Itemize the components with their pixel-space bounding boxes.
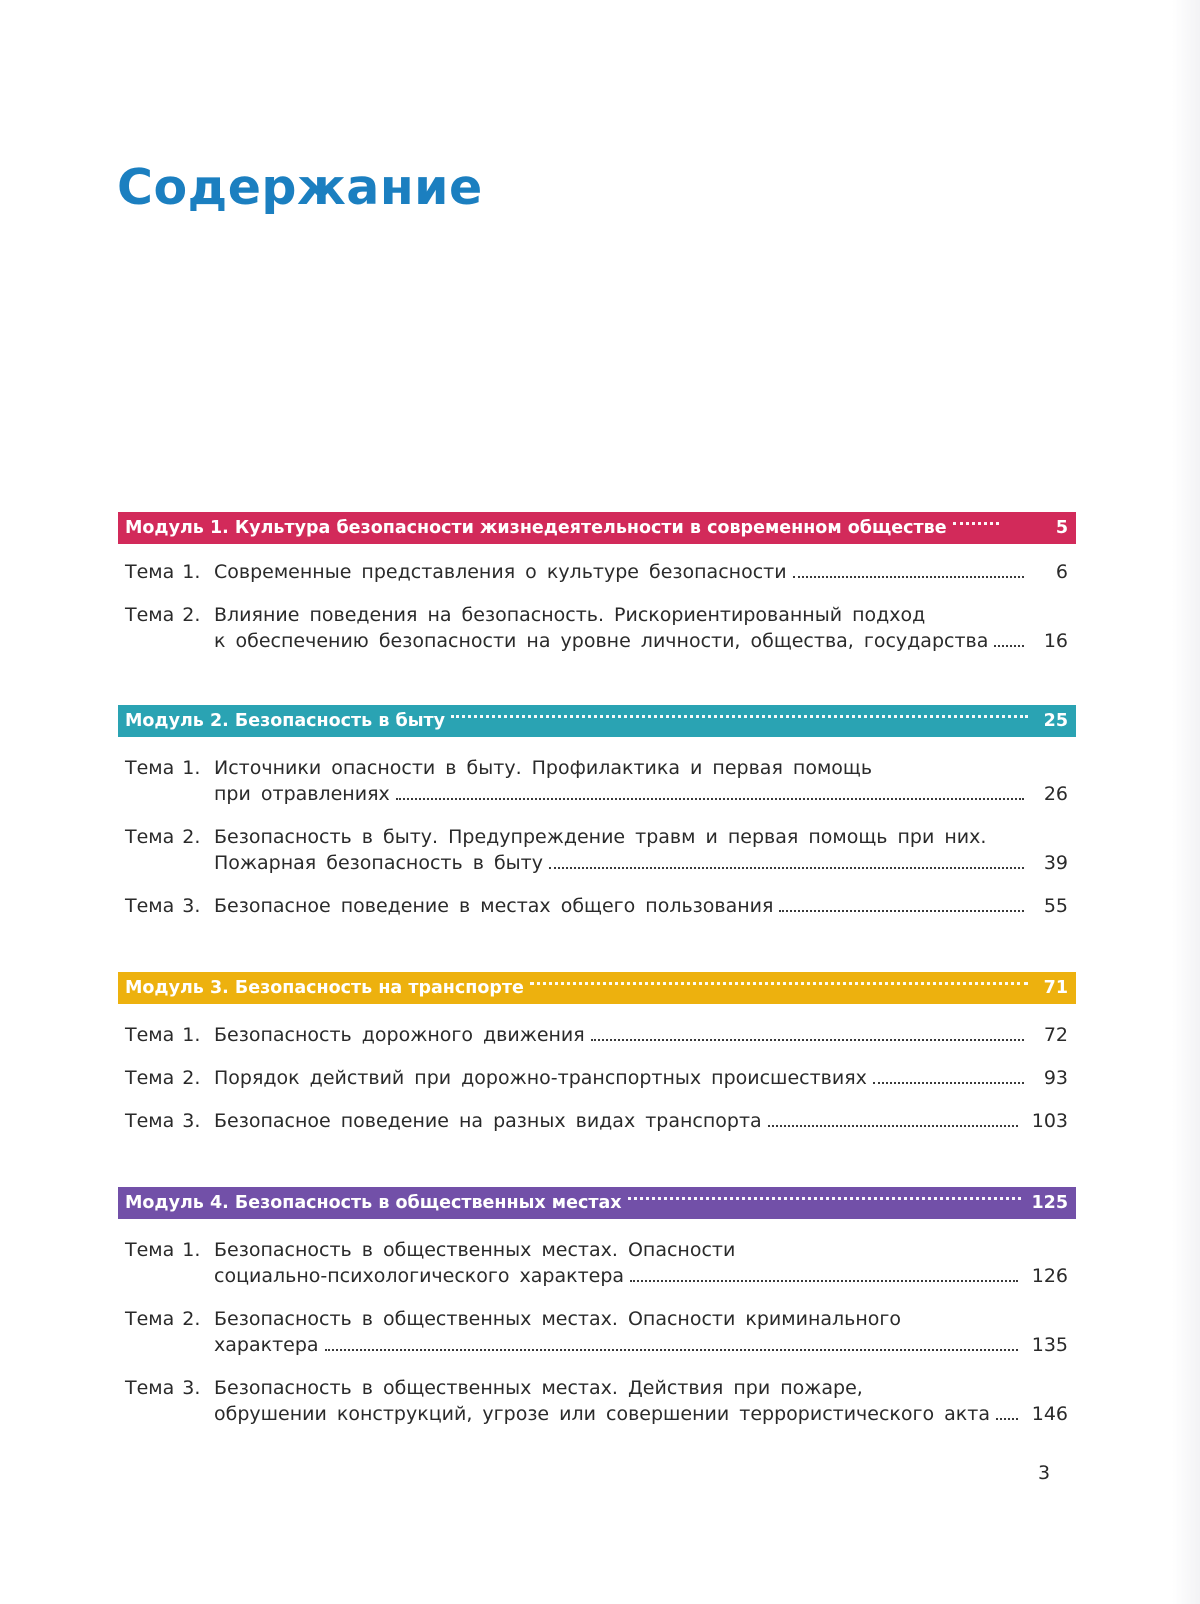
leader-dots — [793, 576, 1024, 578]
topic-title-line: социально-психологического характера — [214, 1265, 625, 1287]
topic-page: 103 — [1031, 1110, 1068, 1132]
topic-title-line: к обеспечению безопасности на уровне личности, общества, государства — [214, 630, 989, 652]
topic-label: Тема 3. — [125, 895, 201, 917]
topic-title: Безопасное поведение в местах общего пользования — [214, 895, 774, 917]
module-title: Модуль 2. Безопасность в быту — [125, 711, 446, 731]
topic-page: 146 — [1031, 1403, 1068, 1425]
topic-page: 16 — [1043, 630, 1068, 652]
toc-topic-4-3[interactable] — [118, 1375, 1076, 1427]
leader-dots — [873, 1082, 1024, 1084]
leader-dots — [591, 1039, 1024, 1041]
topic-label: Тема 1. — [125, 757, 201, 779]
leader-dots — [530, 982, 1028, 985]
topic-title-line: характера — [214, 1334, 319, 1356]
toc-topic-1-1[interactable] — [118, 559, 1076, 585]
topic-label: Тема 1. — [125, 1239, 201, 1261]
toc-module-3 — [118, 972, 1076, 1134]
leader-dots — [396, 798, 1024, 800]
topic-title-line: Пожарная безопасность в быту — [214, 852, 543, 874]
leader-dots — [779, 910, 1024, 912]
topic-title-line: обрушении конструкций, угрозе или совершении террористического акта — [214, 1403, 990, 1425]
toc-topic-4-2[interactable] — [118, 1306, 1076, 1358]
topic-label: Тема 3. — [125, 1377, 201, 1399]
topic-label: Тема 2. — [125, 1067, 201, 1089]
topic-title-line: Безопасность в быту. Предупреждение травм и первая помощь при них. — [214, 826, 987, 848]
leader-dots — [630, 1280, 1018, 1282]
page-edge-shadow — [1172, 0, 1200, 1604]
page-title: Содержание — [117, 159, 483, 216]
module-page: 25 — [1043, 711, 1068, 731]
topic-label: Тема 1. — [125, 561, 201, 583]
toc-topic-2-1[interactable] — [118, 755, 1076, 807]
module-title: Модуль 4. Безопасность в общественных местах — [125, 1193, 622, 1213]
topic-title-line: Источники опасности в быту. Профилактика и первая помощь — [214, 757, 873, 779]
leader-dots — [994, 645, 1024, 647]
topic-page: 55 — [1043, 895, 1068, 917]
page-number: 3 — [1038, 1462, 1051, 1484]
topic-label: Тема 3. — [125, 1110, 201, 1132]
topic-label: Тема 1. — [125, 1024, 201, 1046]
topic-title-line: при отравлениях — [214, 783, 390, 805]
leader-dots — [451, 715, 1028, 718]
module-page: 71 — [1043, 978, 1068, 998]
module-header[interactable] — [118, 1187, 1076, 1219]
module-header[interactable] — [118, 705, 1076, 737]
topic-page: 135 — [1031, 1334, 1068, 1356]
module-title: Модуль 1. Культура безопасности жизнедеятельности в современном обществе — [125, 518, 947, 538]
toc-topic-3-3[interactable] — [118, 1108, 1076, 1134]
topic-title: Современные представления о культуре безопасности — [214, 561, 787, 583]
topic-title-line: Безопасность в общественных местах. Действия при пожаре, — [214, 1377, 863, 1399]
topic-label: Тема 2. — [125, 1308, 201, 1330]
toc-topic-4-1[interactable] — [118, 1237, 1076, 1289]
topic-page: 72 — [1043, 1024, 1068, 1046]
toc-topic-2-3[interactable] — [118, 893, 1076, 919]
topic-page: 6 — [1055, 561, 1068, 583]
leader-dots — [996, 1418, 1018, 1420]
toc-topic-3-2[interactable] — [118, 1065, 1076, 1091]
topic-title: Порядок действий при дорожно-транспортных происшествиях — [214, 1067, 867, 1089]
module-title: Модуль 3. Безопасность на транспорте — [125, 978, 524, 998]
module-page: 125 — [1031, 1193, 1068, 1213]
toc-topic-1-2[interactable] — [118, 602, 1076, 654]
leader-dots — [325, 1349, 1018, 1351]
toc-module-4 — [118, 1187, 1076, 1427]
topic-title-line: Безопасность в общественных местах. Опасности криминального — [214, 1308, 902, 1330]
leader-dots — [628, 1197, 1022, 1200]
topic-title-line: Влияние поведения на безопасность. Рискориентированный подход — [214, 604, 926, 626]
topic-page: 26 — [1043, 783, 1068, 805]
toc-module-2 — [118, 705, 1076, 919]
module-header[interactable] — [118, 972, 1076, 1004]
topic-title: Безопасность дорожного движения — [214, 1024, 585, 1046]
topic-label: Тема 2. — [125, 604, 201, 626]
toc-topic-3-1[interactable] — [118, 1022, 1076, 1048]
toc-module-1 — [118, 512, 1076, 654]
leader-dots — [953, 522, 999, 525]
topic-title-line: Безопасность в общественных местах. Опасности — [214, 1239, 736, 1261]
topic-page: 39 — [1043, 852, 1068, 874]
module-header[interactable] — [118, 512, 1076, 544]
leader-dots — [768, 1125, 1018, 1127]
toc-topic-2-2[interactable] — [118, 824, 1076, 876]
topic-page: 93 — [1043, 1067, 1068, 1089]
topic-page: 126 — [1031, 1265, 1068, 1287]
topic-label: Тема 2. — [125, 826, 201, 848]
leader-dots — [549, 867, 1024, 869]
topic-title: Безопасное поведение на разных видах транспорта — [214, 1110, 762, 1132]
module-page: 5 — [1055, 518, 1068, 538]
